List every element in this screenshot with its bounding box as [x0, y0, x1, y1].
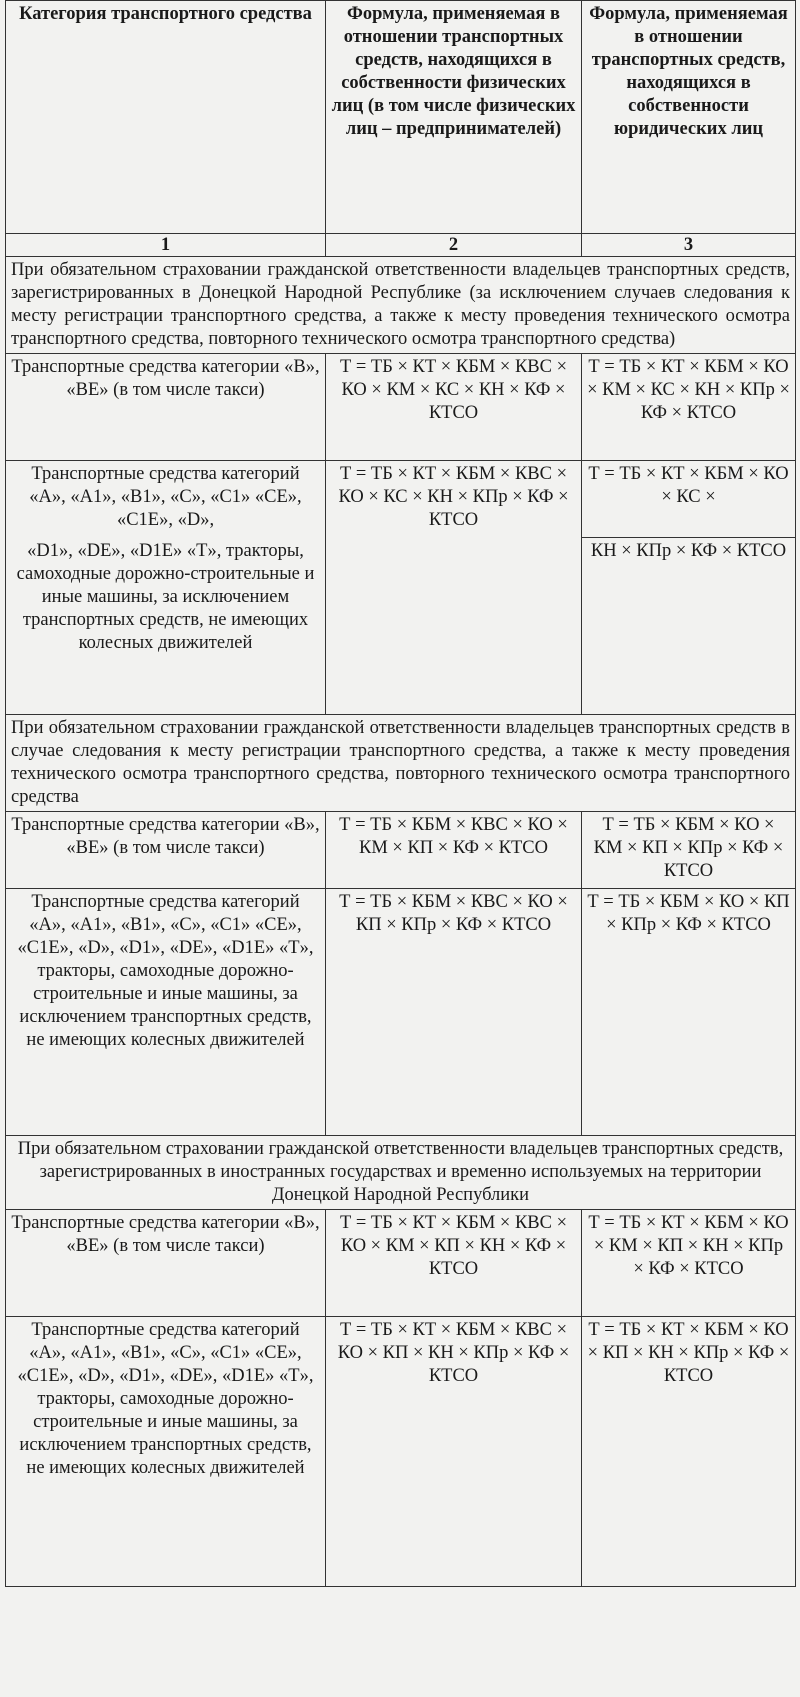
vehicle-category-cell: Транспортные средства категории «B», «BE» (в том числе такси) [6, 354, 326, 461]
formula-legal-cell: Т = ТБ × КТ × КБМ × КО × КП × КН × КПр × КФ × КТСО [582, 1317, 796, 1587]
vehicle-category-cell-continued: «D1», «DE», «D1E» «T», тракторы, самоходные дорожно-строительные и иные машины, за исключением транспортных средств, не имеющих колесных движителей [6, 538, 326, 715]
vehicle-category-cell: Транспортные средства категорий «A», «A1», «B1», «C», «C1» «CE», «C1E», «D», «D1», «DE», «D1E» «T», тракторы, самоходные дорожно-строительные и иные машины, за исключением транспортных средств, не имеющих колесных движителей [6, 1317, 326, 1587]
vehicle-category-cell: Транспортные средства категории «B», «BE» (в том числе такси) [6, 1210, 326, 1317]
formula-legal-cell-continued: КН × КПр × КФ × КТСО [582, 538, 796, 715]
formula-individual-cell: Т = ТБ × КТ × КБМ × КВС × КО × КМ × КС × КН × КФ × КТСО [326, 354, 582, 461]
table-row [6, 1317, 796, 1587]
vehicle-category-cell: Транспортные средства категорий «A», «A1», «B1», «C», «C1» «CE», «C1E», «D», [6, 461, 326, 538]
vehicle-category-cell: Транспортные средства категории «B», «BE» (в том числе такси) [6, 812, 326, 889]
header-vehicle-category: Категория транспортного средства [6, 1, 326, 234]
table-row [6, 354, 796, 461]
table-row [6, 889, 796, 1136]
formula-individual-cell: Т = ТБ × КТ × КБМ × КВС × КО × КМ × КП × КН × КФ × КТСО [326, 1210, 582, 1317]
formula-legal-cell: Т = ТБ × КБМ × КО × КП × КПр × КФ × КТСО [582, 889, 796, 1136]
formula-legal-cell: Т = ТБ × КТ × КБМ × КО × КС × [582, 461, 796, 538]
formula-individual-cell: Т = ТБ × КБМ × КВС × КО × КП × КПр × КФ × КТСО [326, 889, 582, 1136]
column-number-2: 2 [326, 234, 582, 257]
table-header-row [6, 1, 796, 234]
formula-individual-cell: Т = ТБ × КТ × КБМ × КВС × КО × КП × КН × КПр × КФ × КТСО [326, 1317, 582, 1587]
column-number-1: 1 [6, 234, 326, 257]
section-heading-row [6, 715, 796, 812]
tariff-formula-table [5, 0, 796, 1587]
section-heading-row [6, 1136, 796, 1210]
formula-legal-cell: Т = ТБ × КТ × КБМ × КО × КМ × КП × КН × КПр × КФ × КТСО [582, 1210, 796, 1317]
section-2-title: При обязательном страховании гражданской ответственности владельцев транспортных средств в случае следования к месту регистрации транспортного средства, а также к месту проведения технического осмотра транспортного средства, повторного технического осмотра транспортного средства [6, 715, 796, 812]
table-row [6, 1210, 796, 1317]
section-1-title: При обязательном страховании гражданской ответственности владельцев транспортных средств, зарегистрированных в Донецкой Народной Республике (за исключением случаев следования к месту регистрации транспортного средства, а также к месту проведения технического осмотра транспортного средства, повторного технического осмотра транспортного средства) [6, 257, 796, 354]
table-row [6, 812, 796, 889]
column-number-row [6, 234, 796, 257]
formula-individual-cell: Т = ТБ × КТ × КБМ × КВС × КО × КС × КН × КПр × КФ × КТСО [326, 461, 582, 715]
header-formula-individuals: Формула, применяемая в отношении транспортных средств, находящихся в собственности физических лиц (в том числе физических лиц – предпринимателей) [326, 1, 582, 234]
header-formula-legal-entities: Формула, применяемая в отношении транспортных средств, находящихся в собственности юридических лиц [582, 1, 796, 234]
vehicle-category-cell: Транспортные средства категорий «A», «A1», «B1», «C», «C1» «CE», «C1E», «D», «D1», «DE», «D1E» «T», тракторы, самоходные дорожно-строительные и иные машины, за исключением транспортных средств, не имеющих колесных движителей [6, 889, 326, 1136]
column-number-3: 3 [582, 234, 796, 257]
formula-legal-cell: Т = ТБ × КТ × КБМ × КО × КМ × КС × КН × КПр × КФ × КТСО [582, 354, 796, 461]
table-row [6, 461, 796, 538]
formula-legal-cell: Т = ТБ × КБМ × КО × КМ × КП × КПр × КФ × КТСО [582, 812, 796, 889]
section-3-title: При обязательном страховании гражданской ответственности владельцев транспортных средств, зарегистрированных в иностранных государствах и временно используемых на территории Донецкой Народной Республики [6, 1136, 796, 1210]
section-heading-row [6, 257, 796, 354]
formula-individual-cell: Т = ТБ × КБМ × КВС × КО × КМ × КП × КФ × КТСО [326, 812, 582, 889]
